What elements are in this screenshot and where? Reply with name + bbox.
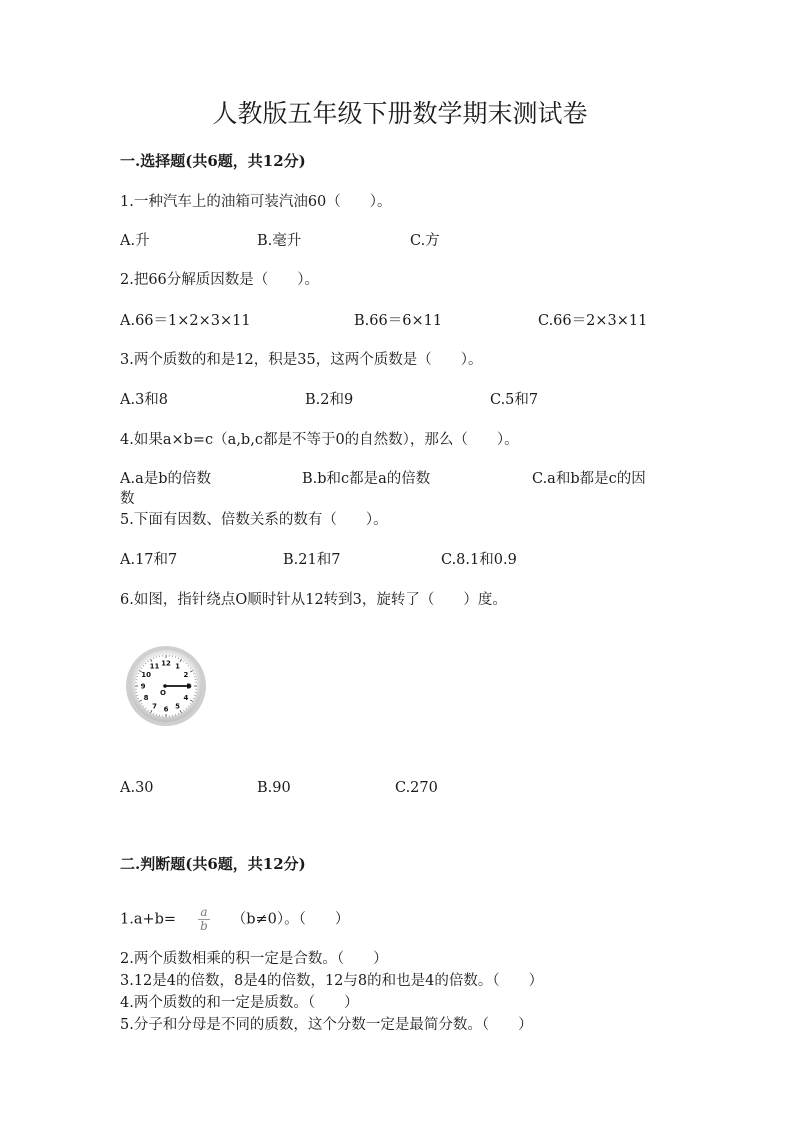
judge-item-4: 4.两个质数的和一定是质数。（ ） bbox=[120, 995, 359, 1011]
option-3c: C.5和7 bbox=[490, 392, 539, 408]
option-6b: B.90 bbox=[257, 780, 291, 796]
clock-number: 6 bbox=[163, 705, 169, 714]
option-4a: A.a是b的倍数 bbox=[120, 471, 212, 487]
clock-number: 9 bbox=[140, 682, 146, 691]
fraction-numerator: a bbox=[198, 906, 210, 920]
option-4c-wrap: 数 bbox=[120, 491, 135, 507]
option-5a: A.17和7 bbox=[120, 552, 178, 568]
judge-item-3: 3.12是4的倍数，8是4的倍数，12与8的和也是4的倍数。（ ） bbox=[120, 973, 544, 989]
option-3a: A.3和8 bbox=[120, 392, 169, 408]
fraction-a-over-b bbox=[198, 906, 210, 933]
section-heading-judgement: 二.判断题(共6题，共12分) bbox=[120, 855, 306, 873]
clock-center-dot bbox=[163, 684, 167, 688]
judge-1-suffix: （b≠0）。（ ） bbox=[231, 911, 350, 928]
option-6c: C.270 bbox=[395, 780, 438, 796]
question-4: 4.如果a×b=c（a,b,c都是不等于0的自然数），那么（ ）。 bbox=[120, 432, 519, 448]
question-6: 6.如图，指针绕点O顺时针从12转到3，旋转了（ ）度。 bbox=[120, 592, 507, 608]
judge-item-1 bbox=[120, 906, 349, 933]
question-2: 2.把66分解质因数是（ ）。 bbox=[120, 272, 320, 288]
clock-figure bbox=[125, 645, 207, 727]
option-3b: B.2和9 bbox=[305, 392, 354, 408]
section-heading-choice: 一.选择题(共6题，共12分) bbox=[120, 152, 306, 170]
clock-number: 5 bbox=[175, 702, 180, 711]
option-2b: B.66＝6×11 bbox=[354, 313, 443, 329]
option-1a: A.升 bbox=[120, 233, 150, 249]
clock-number: 12 bbox=[161, 659, 171, 668]
clock-number: 8 bbox=[143, 694, 149, 703]
option-5b: B.21和7 bbox=[283, 552, 341, 568]
question-1: 1.一种汽车上的油箱可装汽油60（ ）。 bbox=[120, 194, 392, 210]
judge-item-2: 2.两个质数相乘的积一定是合数。（ ） bbox=[120, 951, 388, 967]
option-1c: C.方 bbox=[410, 233, 440, 249]
clock-number: 1 bbox=[175, 662, 180, 671]
option-4c: C.a和b都是c的因 bbox=[532, 471, 646, 487]
question-3: 3.两个质数的和是12，积是35，这两个质数是（ ）。 bbox=[120, 352, 483, 368]
judge-1-prefix: 1.a+b= bbox=[120, 911, 177, 928]
option-2a: A.66＝1×2×3×11 bbox=[120, 313, 251, 329]
option-1b: B.毫升 bbox=[257, 233, 302, 249]
fraction-denominator: b bbox=[200, 919, 208, 933]
clock-center-label: O bbox=[160, 689, 166, 697]
clock-number: 2 bbox=[183, 671, 189, 680]
option-5c: C.8.1和0.9 bbox=[441, 552, 517, 568]
option-2c: C.66＝2×3×11 bbox=[538, 313, 648, 329]
clock-number: 7 bbox=[152, 702, 157, 711]
option-4b: B.b和c都是a的倍数 bbox=[302, 471, 431, 487]
clock-number: 10 bbox=[141, 671, 151, 680]
page-title: 人教版五年级下册数学期末测试卷 bbox=[212, 99, 588, 128]
question-5: 5.下面有因数、倍数关系的数有（ ）。 bbox=[120, 512, 388, 528]
judge-item-5: 5.分子和分母是不同的质数，这个分数一定是最简分数。（ ） bbox=[120, 1017, 533, 1033]
clock-number: 4 bbox=[183, 694, 189, 703]
clock-number: 11 bbox=[149, 662, 160, 671]
option-6a: A.30 bbox=[120, 780, 154, 796]
